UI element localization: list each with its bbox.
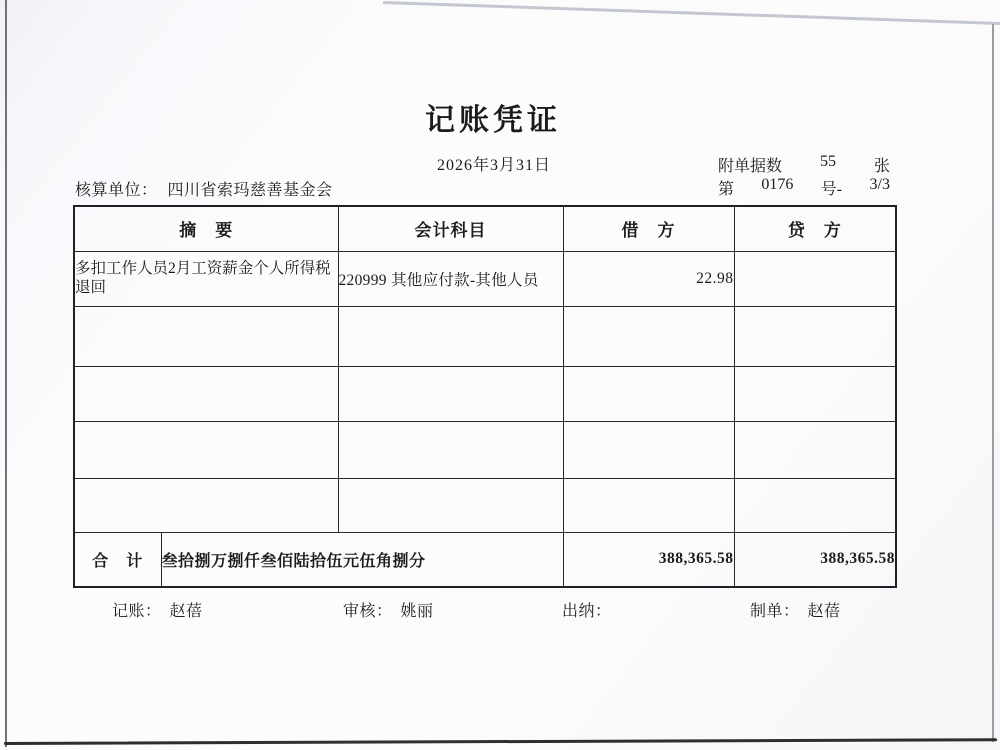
cell-account <box>338 366 563 421</box>
cell-debit <box>563 306 734 366</box>
cell-debit <box>563 366 734 421</box>
reviewer-signature <box>343 598 434 621</box>
voucher-table <box>73 205 897 588</box>
accounting-unit-line <box>75 177 333 200</box>
table-row <box>74 421 896 478</box>
table-row <box>74 251 896 306</box>
reviewer-label: 审核： <box>343 603 393 620</box>
number-suffix: 号- <box>820 181 843 198</box>
table-total-row <box>74 532 896 587</box>
cell-account: 220999 其他应付款-其他人员 <box>338 251 563 306</box>
voucher-number-line <box>718 176 890 199</box>
bookkeeper-name: 赵蓓 <box>169 603 203 620</box>
voucher-date: 2026年3月31日 <box>436 157 551 174</box>
table-header-row <box>74 206 896 251</box>
cashier-label: 出纳： <box>562 603 612 620</box>
table-row <box>74 306 896 366</box>
scan-edge-right <box>992 24 994 742</box>
cell-debit: 22.98 <box>563 251 734 306</box>
page-indicator: 3/3 <box>869 176 890 193</box>
total-debit: 388,365.58 <box>563 532 734 587</box>
cell-credit <box>734 421 896 478</box>
cell-credit <box>734 366 896 421</box>
cell-summary <box>74 478 338 532</box>
bookkeeper-label: 记账： <box>112 603 162 620</box>
attachment-line <box>718 153 890 176</box>
table-row <box>74 478 896 532</box>
total-credit: 388,365.58 <box>734 532 896 587</box>
total-label: 合 计 <box>74 532 161 587</box>
attachment-count: 55 <box>820 153 836 170</box>
cell-debit <box>563 478 734 532</box>
cell-account <box>338 306 563 366</box>
cell-credit <box>734 306 896 366</box>
header-summary: 摘 要 <box>74 206 338 251</box>
cell-summary: 多扣工作人员2月工资薪金个人所得税退回 <box>74 251 338 306</box>
number-value: 0176 <box>761 176 794 193</box>
attachment-unit: 张 <box>873 158 890 175</box>
signature-line <box>0 598 1000 622</box>
preparer-signature <box>750 598 841 621</box>
cell-summary <box>74 306 338 366</box>
table-row <box>74 366 896 421</box>
cell-account <box>338 478 563 532</box>
cell-summary <box>74 366 338 421</box>
cell-credit <box>734 251 896 306</box>
number-prefix: 第 <box>718 181 735 198</box>
cell-credit <box>734 478 896 532</box>
header-account: 会计科目 <box>338 206 563 251</box>
bookkeeper-signature <box>112 598 203 621</box>
header-credit: 贷 方 <box>734 206 896 251</box>
preparer-name: 赵蓓 <box>807 603 841 620</box>
total-amount-in-words: 叁拾捌万捌仟叁佰陆拾伍元伍角捌分 <box>161 532 563 587</box>
reviewer-name: 姚丽 <box>400 603 434 620</box>
attachment-label: 附单据数 <box>718 158 783 175</box>
unit-name: 四川省索玛慈善基金会 <box>167 182 333 199</box>
preparer-label: 制单： <box>750 603 800 620</box>
cell-account <box>338 421 563 478</box>
header-debit: 借 方 <box>563 206 734 251</box>
cell-summary <box>74 421 338 478</box>
unit-label: 核算单位： <box>75 182 158 199</box>
cashier-signature <box>562 598 620 621</box>
voucher-title: 记账凭证 <box>425 104 561 137</box>
cell-debit <box>563 421 734 478</box>
